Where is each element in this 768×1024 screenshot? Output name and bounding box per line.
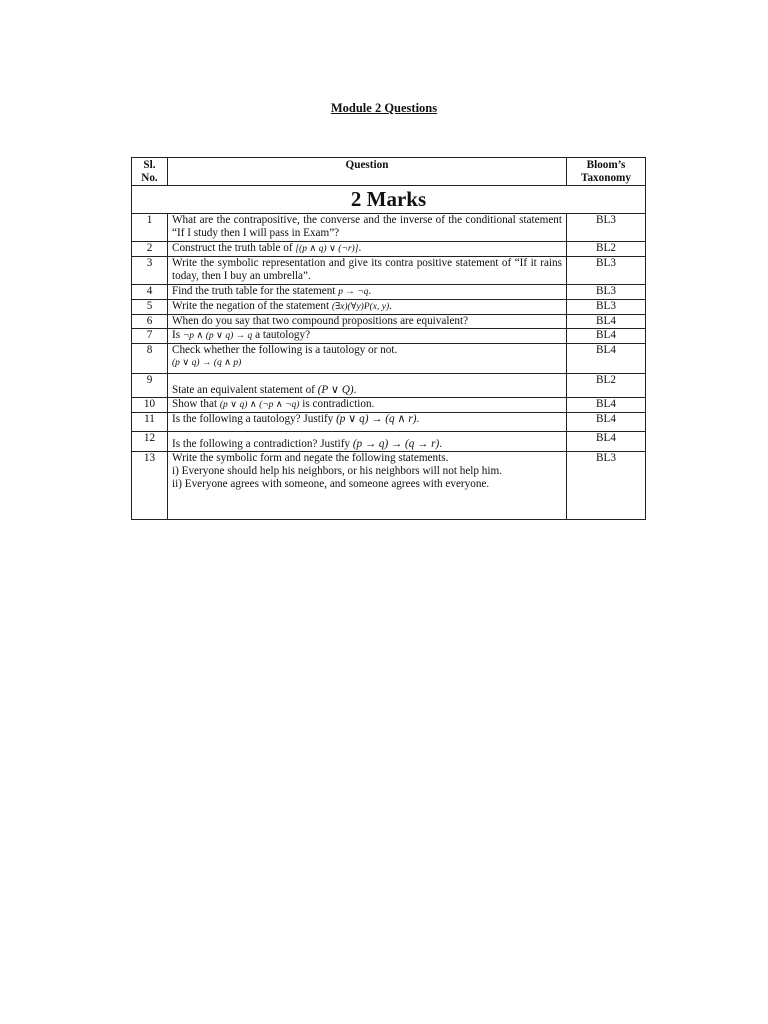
blooms-level: BL3 <box>567 214 646 242</box>
math-expression: [(p ∧ q) ∨ (¬r)] <box>295 244 359 254</box>
table-row <box>132 344 646 374</box>
blooms-level: BL4 <box>567 329 646 344</box>
question-text: When do you say that two compound propositions are equivalent? <box>168 315 567 329</box>
row-number: 13 <box>132 452 168 520</box>
math-expression: (p ∨ q) → (q ∧ r) <box>336 413 417 425</box>
table-row <box>132 285 646 300</box>
blooms-level: BL3 <box>567 300 646 315</box>
table-header-row <box>132 158 646 186</box>
row-number: 12 <box>132 432 168 452</box>
math-expression: (∃x)(∀y)P(x, y) <box>331 302 390 312</box>
table-row <box>132 257 646 285</box>
blooms-level: BL4 <box>567 413 646 432</box>
table-row <box>132 432 646 452</box>
row-number: 7 <box>132 329 168 344</box>
question-text: Find the truth table for the statement p → ¬q. <box>168 285 567 300</box>
row-number: 10 <box>132 398 168 413</box>
row-number: 9 <box>132 374 168 398</box>
blooms-level: BL3 <box>567 285 646 300</box>
blooms-level: BL2 <box>567 242 646 257</box>
row-number: 8 <box>132 344 168 374</box>
header-blooms-taxonomy: Bloom’s Taxonomy <box>567 158 646 186</box>
math-expression: (p → q) → (q → r) <box>352 438 440 450</box>
question-text: What are the contrapositive, the converse and the inverse of the conditional statement “If I study then I will pass in Exam”? <box>168 214 567 242</box>
blooms-level: BL4 <box>567 344 646 374</box>
blooms-level: BL3 <box>567 452 646 520</box>
blooms-level: BL4 <box>567 315 646 329</box>
blooms-level: BL4 <box>567 432 646 452</box>
math-expression: p → ¬q <box>338 287 369 297</box>
sub-statement-1: i) Everyone should help his neighbors, or his neighbors will not help him. <box>172 465 502 477</box>
section-row <box>132 186 646 214</box>
question-text: Construct the truth table of [(p ∧ q) ∨ (¬r)]. <box>168 242 567 257</box>
table-row <box>132 413 646 432</box>
questions-table <box>131 157 646 520</box>
header-sl-no: Sl. No. <box>132 158 168 186</box>
row-number: 4 <box>132 285 168 300</box>
table-row <box>132 374 646 398</box>
math-expression: (P ∨ Q) <box>317 384 354 396</box>
question-text: Write the symbolic representation and give its contra positive statement of “If it rains today, then I buy an umbrella”. <box>168 257 567 285</box>
table-row <box>132 329 646 344</box>
question-text: Check whether the following is a tautology or not. (p ∨ q) → (q ∧ p) <box>168 344 567 374</box>
header-question: Question <box>168 158 567 186</box>
math-expression: (p ∨ q) ∧ (¬p ∧ ¬q) <box>219 400 300 410</box>
question-text: Write the symbolic form and negate the following statements. i) Everyone should help his neighbors, or his neighbors will not help him. ii) Everyone agrees with someone, and someone agrees with everyone. <box>168 452 567 520</box>
table-row <box>132 214 646 242</box>
row-number: 6 <box>132 315 168 329</box>
sub-statement-2: ii) Everyone agrees with someone, and someone agrees with everyone. <box>172 478 490 490</box>
question-text: Is the following a contradiction? Justify (p → q) → (q → r). <box>168 432 567 452</box>
row-number: 1 <box>132 214 168 242</box>
table-row <box>132 300 646 315</box>
question-text: Is the following a tautology? Justify (p ∨ q) → (q ∧ r). <box>168 413 567 432</box>
table-row <box>132 398 646 413</box>
question-text: State an equivalent statement of (P ∨ Q). <box>168 374 567 398</box>
row-number: 11 <box>132 413 168 432</box>
math-expression: (p ∨ q) → (q ∧ p) <box>172 358 242 368</box>
question-text: Is ¬p ∧ (p ∨ q) → q a tautology? <box>168 329 567 344</box>
question-text: Show that (p ∨ q) ∧ (¬p ∧ ¬q) is contradiction. <box>168 398 567 413</box>
table-row <box>132 315 646 329</box>
question-text: Write the negation of the statement (∃x)(∀y)P(x, y). <box>168 300 567 315</box>
row-number: 3 <box>132 257 168 285</box>
section-label: 2 Marks <box>132 186 646 214</box>
blooms-level: BL3 <box>567 257 646 285</box>
table-row <box>132 452 646 520</box>
row-number: 2 <box>132 242 168 257</box>
blooms-level: BL4 <box>567 398 646 413</box>
table-row <box>132 242 646 257</box>
math-expression: ¬p ∧ (p ∨ q) → q <box>182 331 253 341</box>
row-number: 5 <box>132 300 168 315</box>
blooms-level: BL2 <box>567 374 646 398</box>
page-title: Module 2 Questions <box>330 101 438 115</box>
